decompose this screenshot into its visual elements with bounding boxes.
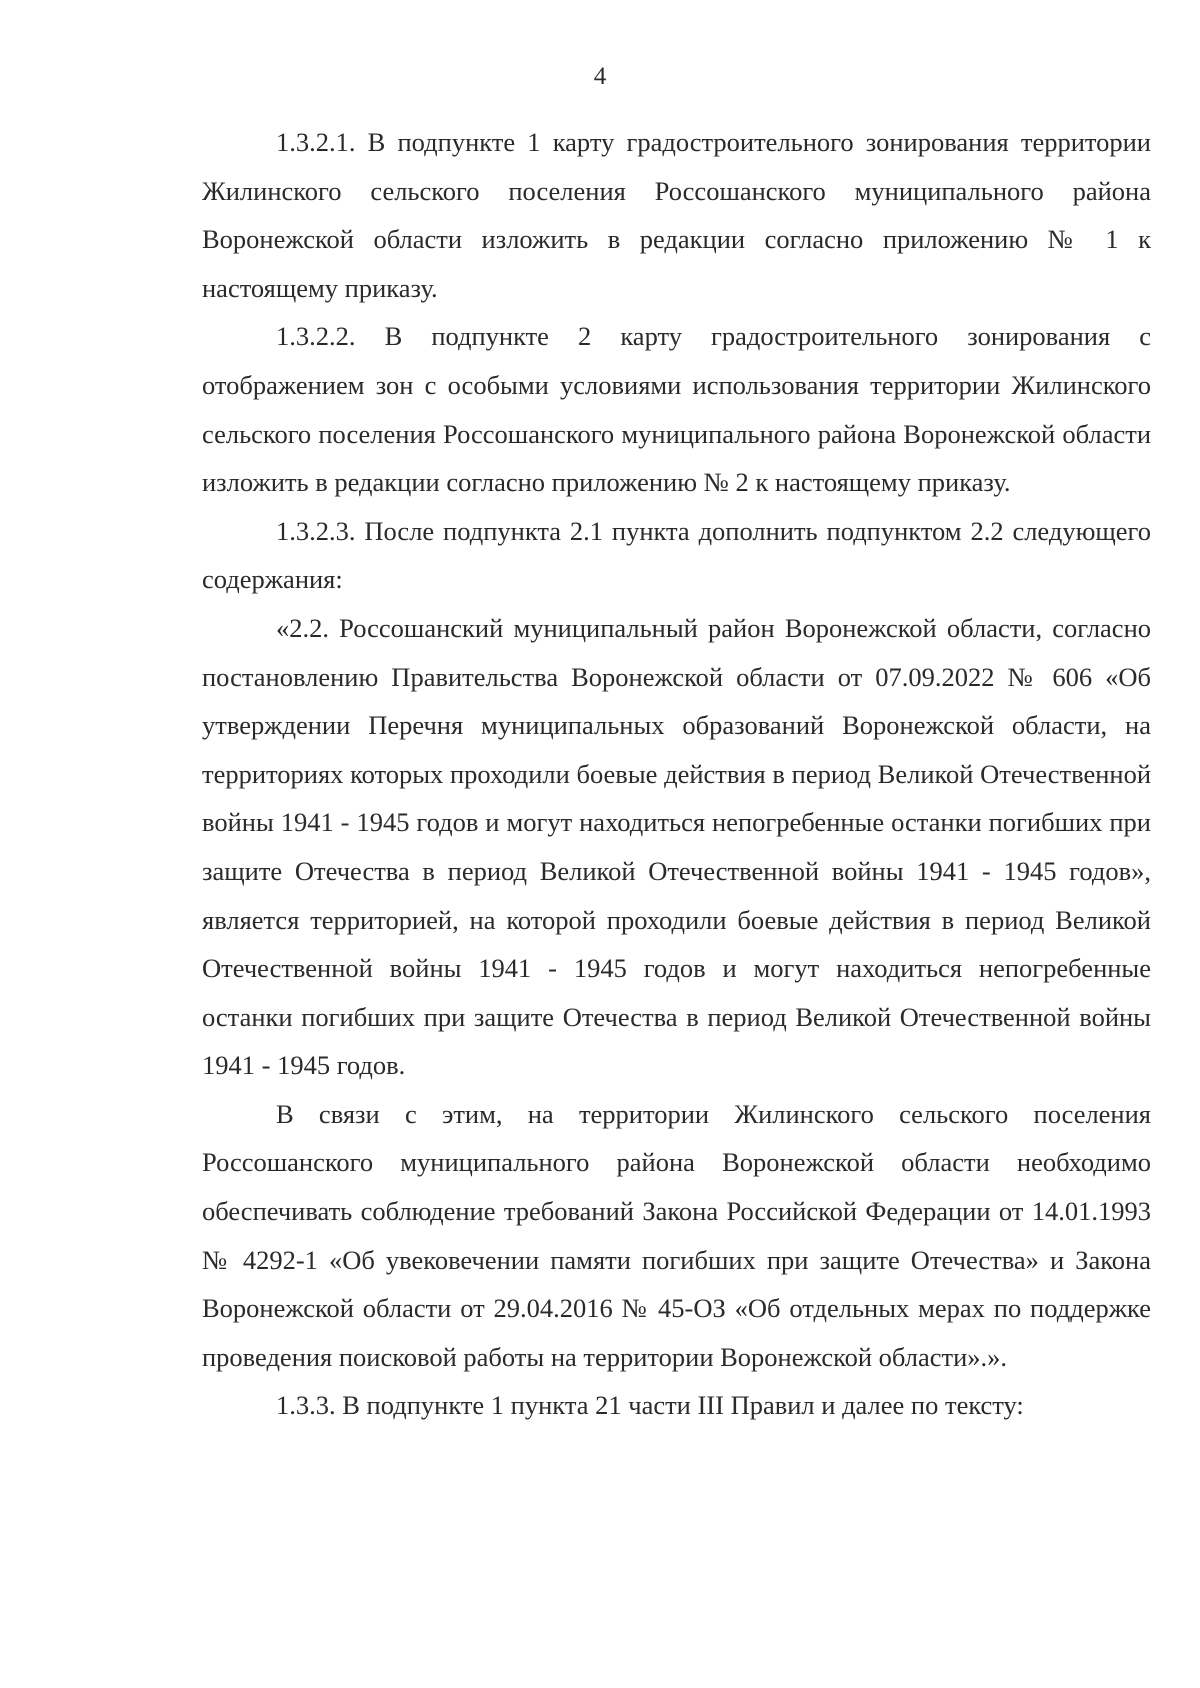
document-body	[202, 118, 1151, 1430]
paragraph-1-3-2-3: 1.3.2.3. После подпункта 2.1 пункта дополнить подпунктом 2.2 следующего содержания:	[202, 515, 1151, 595]
page-number: 4	[593, 63, 607, 90]
paragraph-quoted-2-2: «2.2. Россошанский муниципальный район Воронежской области, согласно постановлению Правительства Воронежской области от 07.09.2022 № 606 «Об утверждении Перечня муниципальных образований Воронежской области, на территориях которых проходили боевые действия в период Великой Отечественной войны 1941 - 1945 годов и могут находиться непогребенные останки погибших при защите Отечества в период Великой Отечественной войны 1941 - 1945 годов», является территорией, на которой проходили боевые действия в период Великой Отечественной войны 1941 - 1945 годов и могут находиться непогребенные останки погибших при защите Отечества в период Великой Отечественной войны 1941 - 1945 годов.	[202, 612, 1151, 1081]
paragraph-in-connection: В связи с этим, на территории Жилинского сельского поселения Россошанского муниципального района Воронежской области необходимо обеспечивать соблюдение требований Закона Российской Федерации от 14.01.1993 № 4292-1 «Об увековечении памяти погибших при защите Отечества» и Закона Воронежской области от 29.04.2016 № 45-ОЗ «Об отдельных мерах по поддержке проведения поисковой работы на территории Воронежской области».».	[202, 1098, 1151, 1372]
paragraph-1-3-2-1: 1.3.2.1. В подпункте 1 карту градостроительного зонирования территории Жилинского сельского поселения Россошанского муниципального района Воронежской области изложить в редакции согласно приложению № 1 к настоящему приказу.	[202, 127, 1151, 303]
paragraph-1-3-2-2: 1.3.2.2. В подпункте 2 карту градостроительного зонирования с отображением зон с особыми условиями использования территории Жилинского сельского поселения Россошанского муниципального района Воронежской области изложить в редакции согласно приложению № 2 к настоящему приказу.	[202, 321, 1151, 498]
paragraph-1-3-3: 1.3.3. В подпункте 1 пункта 21 части III Правил и далее по тексту:	[276, 1390, 1024, 1421]
